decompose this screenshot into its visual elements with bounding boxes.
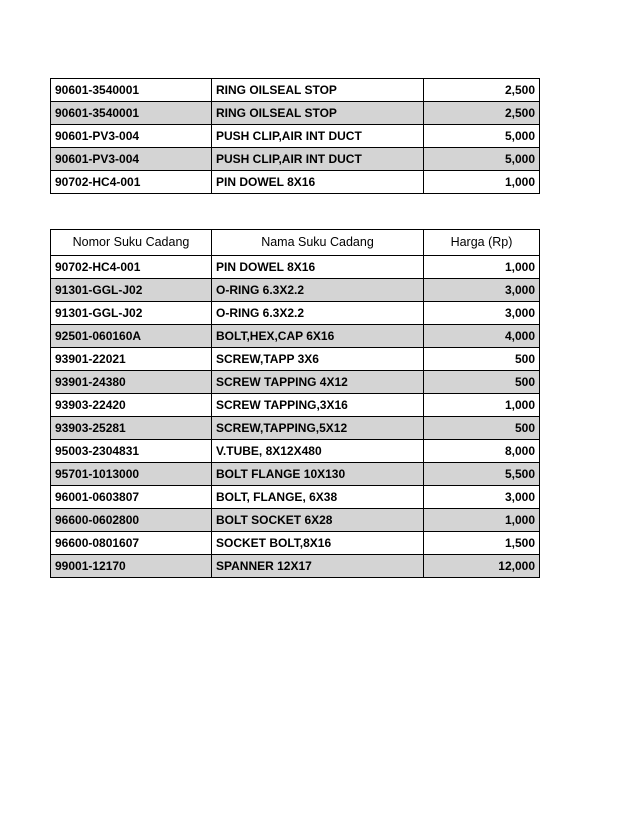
part-name-cell: SCREW,TAPPING,5X12 [212, 417, 424, 440]
price-cell: 1,000 [424, 394, 540, 417]
parts-table-main-body [51, 256, 540, 578]
part-name-cell: PIN DOWEL 8X16 [212, 256, 424, 279]
table-row [51, 125, 540, 148]
header-price: Harga (Rp) [424, 230, 540, 256]
table-row [51, 302, 540, 325]
table-row [51, 79, 540, 102]
price-cell: 4,000 [424, 325, 540, 348]
table-row [51, 394, 540, 417]
price-cell: 12,000 [424, 555, 540, 578]
part-number-cell: 93901-24380 [51, 371, 212, 394]
part-name-cell: O-RING 6.3X2.2 [212, 279, 424, 302]
part-number-cell: 91301-GGL-J02 [51, 302, 212, 325]
price-cell: 1,000 [424, 171, 540, 194]
part-name-cell: SPANNER 12X17 [212, 555, 424, 578]
parts-table-top [50, 78, 540, 194]
part-name-cell: BOLT FLANGE 10X130 [212, 463, 424, 486]
header-row [51, 230, 540, 256]
table-row [51, 371, 540, 394]
part-number-cell: 95701-1013000 [51, 463, 212, 486]
part-name-cell: BOLT, FLANGE, 6X38 [212, 486, 424, 509]
header-part-number: Nomor Suku Cadang [51, 230, 212, 256]
part-name-cell: PIN DOWEL 8X16 [212, 171, 424, 194]
part-name-cell: RING OILSEAL STOP [212, 79, 424, 102]
part-name-cell: SCREW,TAPP 3X6 [212, 348, 424, 371]
price-cell: 1,000 [424, 256, 540, 279]
table-row [51, 440, 540, 463]
part-number-cell: 91301-GGL-J02 [51, 279, 212, 302]
price-cell: 3,000 [424, 486, 540, 509]
part-name-cell: BOLT,HEX,CAP 6X16 [212, 325, 424, 348]
table-row [51, 325, 540, 348]
part-name-cell: O-RING 6.3X2.2 [212, 302, 424, 325]
table-row [51, 256, 540, 279]
price-cell: 5,000 [424, 148, 540, 171]
part-number-cell: 90601-3540001 [51, 102, 212, 125]
part-number-cell: 93903-25281 [51, 417, 212, 440]
part-number-cell: 96600-0801607 [51, 532, 212, 555]
part-name-cell: SOCKET BOLT,8X16 [212, 532, 424, 555]
price-cell: 5,000 [424, 125, 540, 148]
table-row [51, 532, 540, 555]
part-number-cell: 95003-2304831 [51, 440, 212, 463]
price-cell: 500 [424, 417, 540, 440]
part-number-cell: 93901-22021 [51, 348, 212, 371]
part-name-cell: RING OILSEAL STOP [212, 102, 424, 125]
part-number-cell: 90601-3540001 [51, 79, 212, 102]
table-row [51, 279, 540, 302]
price-cell: 2,500 [424, 102, 540, 125]
part-name-cell: BOLT SOCKET 6X28 [212, 509, 424, 532]
price-cell: 5,500 [424, 463, 540, 486]
part-name-cell: PUSH CLIP,AIR INT DUCT [212, 148, 424, 171]
part-number-cell: 92501-060160A [51, 325, 212, 348]
table-row [51, 555, 540, 578]
part-name-cell: PUSH CLIP,AIR INT DUCT [212, 125, 424, 148]
price-cell: 1,000 [424, 509, 540, 532]
parts-table-main [50, 229, 540, 578]
price-cell: 500 [424, 371, 540, 394]
table-row [51, 148, 540, 171]
price-cell: 8,000 [424, 440, 540, 463]
price-cell: 2,500 [424, 79, 540, 102]
part-number-cell: 90601-PV3-004 [51, 125, 212, 148]
table-row [51, 102, 540, 125]
part-number-cell: 96600-0602800 [51, 509, 212, 532]
table-row [51, 171, 540, 194]
part-number-cell: 99001-12170 [51, 555, 212, 578]
price-cell: 3,000 [424, 279, 540, 302]
table-row [51, 486, 540, 509]
part-number-cell: 96001-0603807 [51, 486, 212, 509]
table-row [51, 509, 540, 532]
part-number-cell: 90702-HC4-001 [51, 256, 212, 279]
price-cell: 3,000 [424, 302, 540, 325]
part-number-cell: 90702-HC4-001 [51, 171, 212, 194]
header-part-name: Nama Suku Cadang [212, 230, 424, 256]
part-number-cell: 90601-PV3-004 [51, 148, 212, 171]
price-cell: 500 [424, 348, 540, 371]
part-name-cell: V.TUBE, 8X12X480 [212, 440, 424, 463]
table-row [51, 348, 540, 371]
price-cell: 1,500 [424, 532, 540, 555]
parts-table-header [51, 230, 540, 256]
part-number-cell: 93903-22420 [51, 394, 212, 417]
table-row [51, 463, 540, 486]
part-name-cell: SCREW TAPPING 4X12 [212, 371, 424, 394]
table-row [51, 417, 540, 440]
parts-table-top-body [51, 79, 540, 194]
part-name-cell: SCREW TAPPING,3X16 [212, 394, 424, 417]
